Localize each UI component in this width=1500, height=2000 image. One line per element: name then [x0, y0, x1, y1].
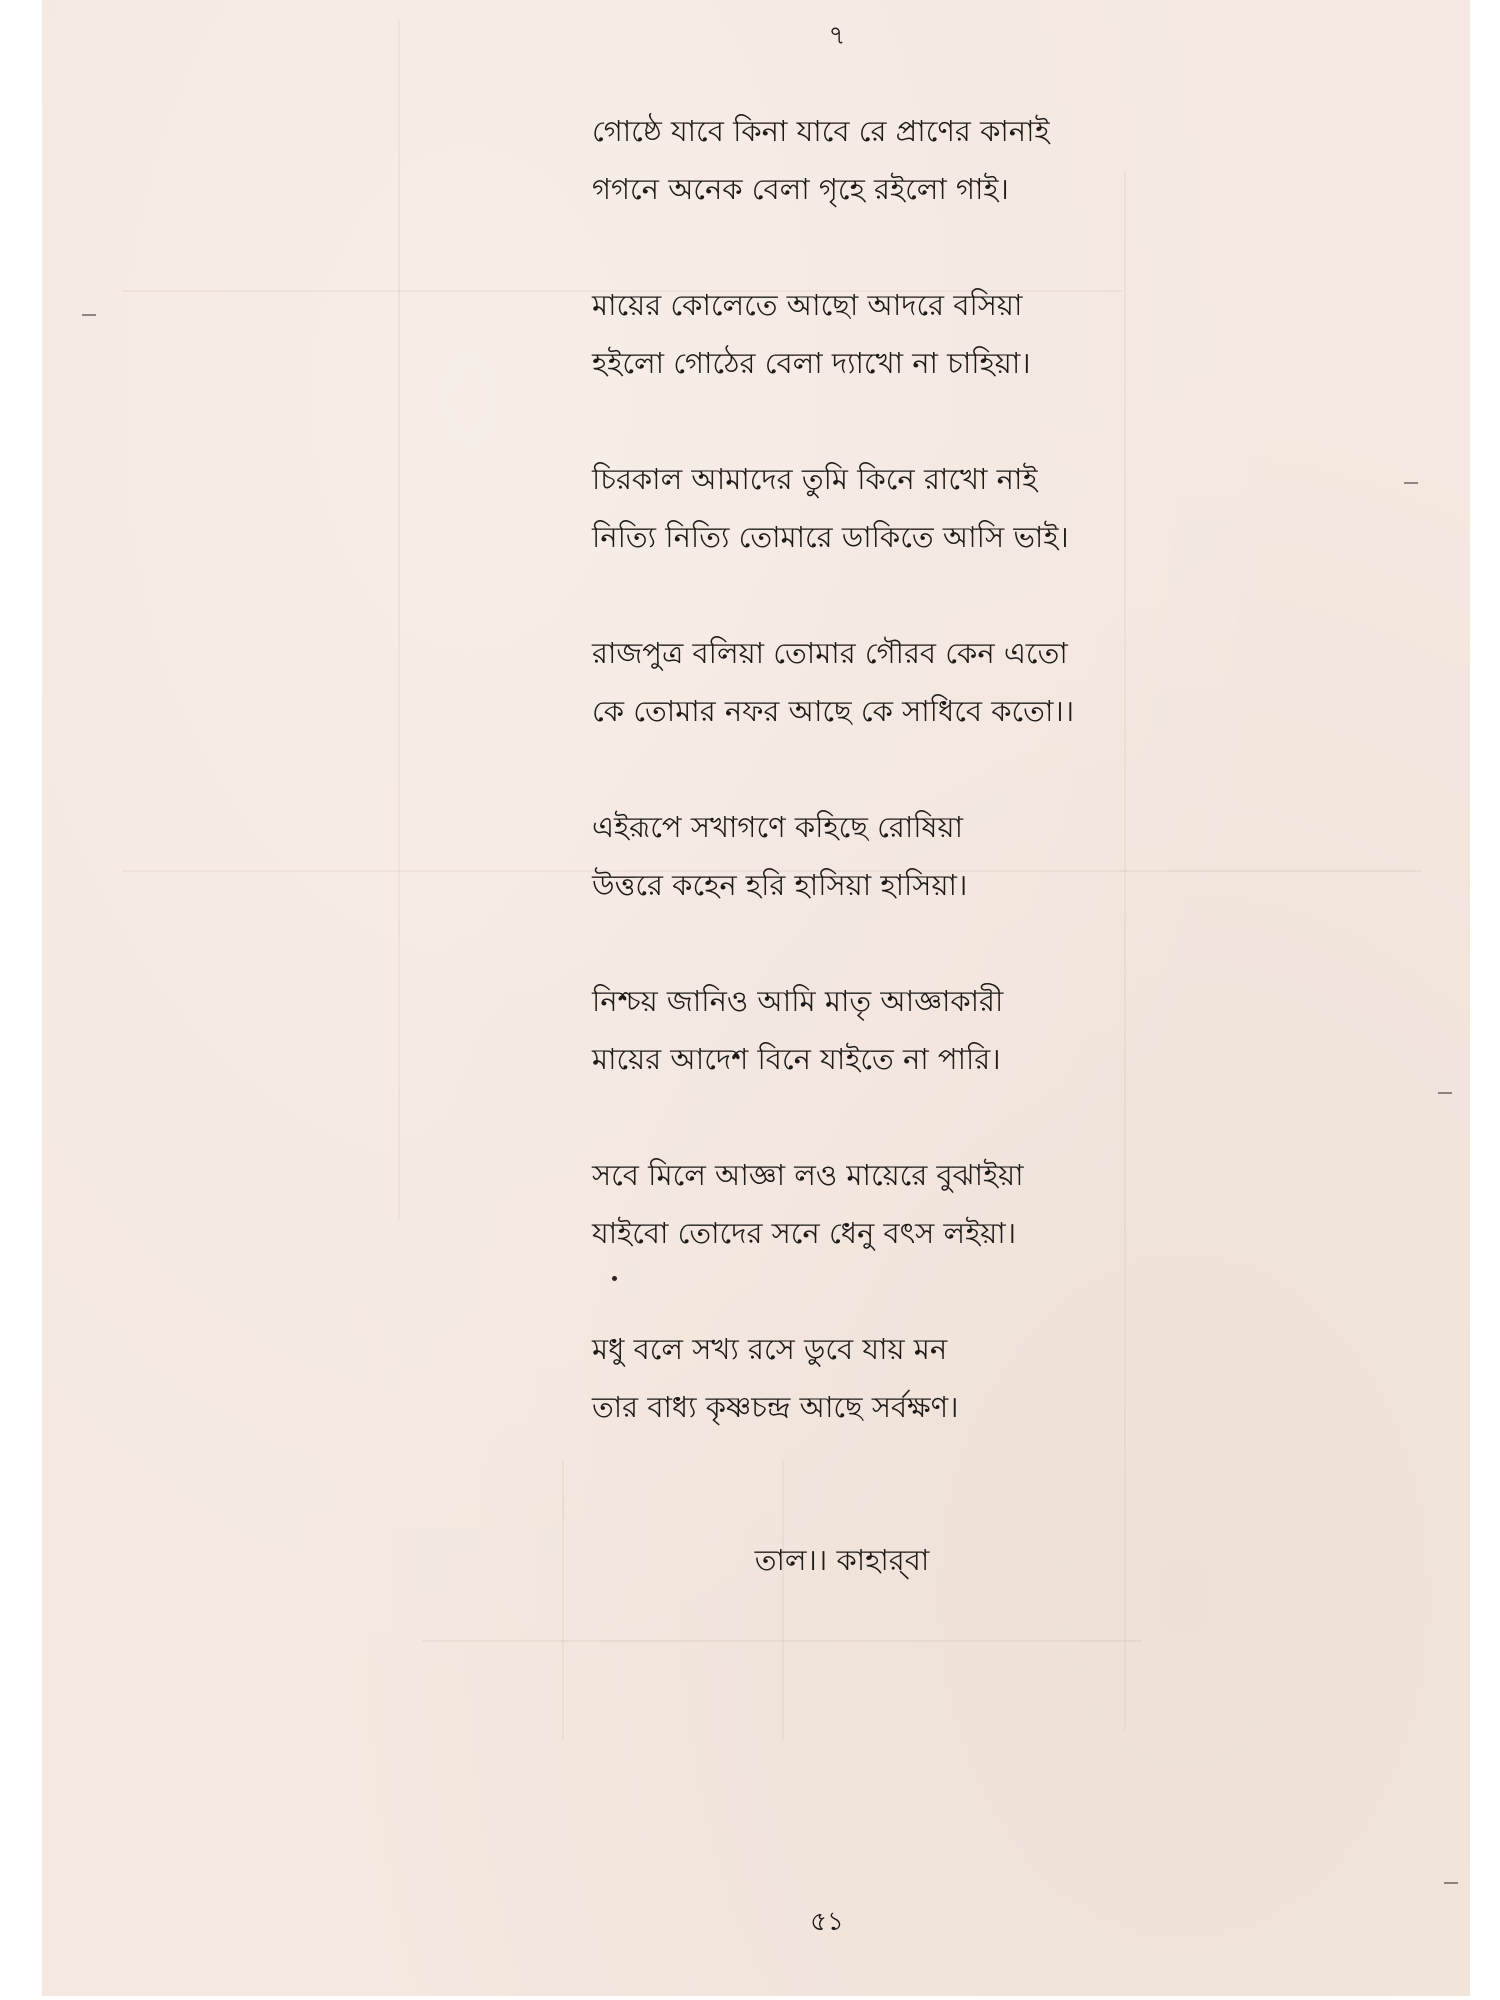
stanza [592, 798, 1172, 914]
page-number-bottom: ৫১ [810, 1907, 844, 1937]
poem-line: মায়ের আদেশ বিনে যাইতে না পারি। [592, 1042, 1001, 1076]
edge-mark [1404, 482, 1418, 484]
poem-line: নিত্যি নিত্যি তোমারে ডাকিতে আসি ভাই। [592, 520, 1069, 554]
stanza [592, 972, 1172, 1088]
stanza [592, 1320, 1172, 1436]
bleed-through-line [562, 1460, 564, 1740]
poem-line: গগনে অনেক বেলা গৃহে রইলো গাই। [592, 172, 1009, 206]
poem-line: মধু বলে সখ্য রসে ডুবে যায় মন [592, 1332, 948, 1366]
edge-mark [82, 314, 96, 316]
poem-line: এইরূপে সখাগণে কহিছে রোষিয়া [592, 810, 964, 844]
poem-line: সবে মিলে আজ্ঞা লও মায়েরে বুঝাইয়া [592, 1158, 1024, 1192]
poem-line: হইলো গোঠের বেলা দ্যাখো না চাহিয়া। [592, 346, 1031, 380]
poem-line: রাজপুত্র বলিয়া তোমার গৌরব কেন এতো [592, 636, 1068, 670]
stanza [592, 624, 1172, 740]
poem-line: কে তোমার নফর আছে কে সাধিবে কতো।। [592, 694, 1075, 728]
poem [592, 102, 1172, 1494]
poem-line: মায়ের কোলেতে আছো আদরে বসিয়া [592, 288, 1023, 322]
stanza [592, 1146, 1172, 1262]
bleed-through-line [398, 20, 400, 1220]
poem-line: উত্তরে কহেন হরি হাসিয়া হাসিয়া। [592, 868, 968, 902]
poem-line: চিরকাল আমাদের তুমি কিনে রাখো নাই [592, 462, 1038, 496]
stanza [592, 450, 1172, 566]
document-page [42, 0, 1470, 1996]
stanza [592, 102, 1172, 218]
poem-line: নিশ্চয় জানিও আমি মাতৃ আজ্ঞাকারী [592, 984, 1004, 1018]
poem-line: তার বাধ্য কৃষ্ণচন্দ্র আছে সর্বক্ষণ। [592, 1390, 959, 1424]
poem-line: গোষ্ঠে যাবে কিনা যাবে রে প্রাণের কানাই [592, 114, 1050, 148]
bleed-through-line [422, 1640, 1142, 1642]
tal-label: তাল।। কাহার্‌বা [754, 1543, 930, 1577]
poem-line: যাইবো তোদের সনে ধেনু বৎস লইয়া। [592, 1216, 1017, 1250]
bleed-through-line [782, 1460, 784, 1740]
page-number-top: ৭ [828, 21, 846, 51]
stanza [592, 276, 1172, 392]
edge-mark [1438, 1092, 1452, 1094]
edge-mark [1444, 1882, 1458, 1884]
